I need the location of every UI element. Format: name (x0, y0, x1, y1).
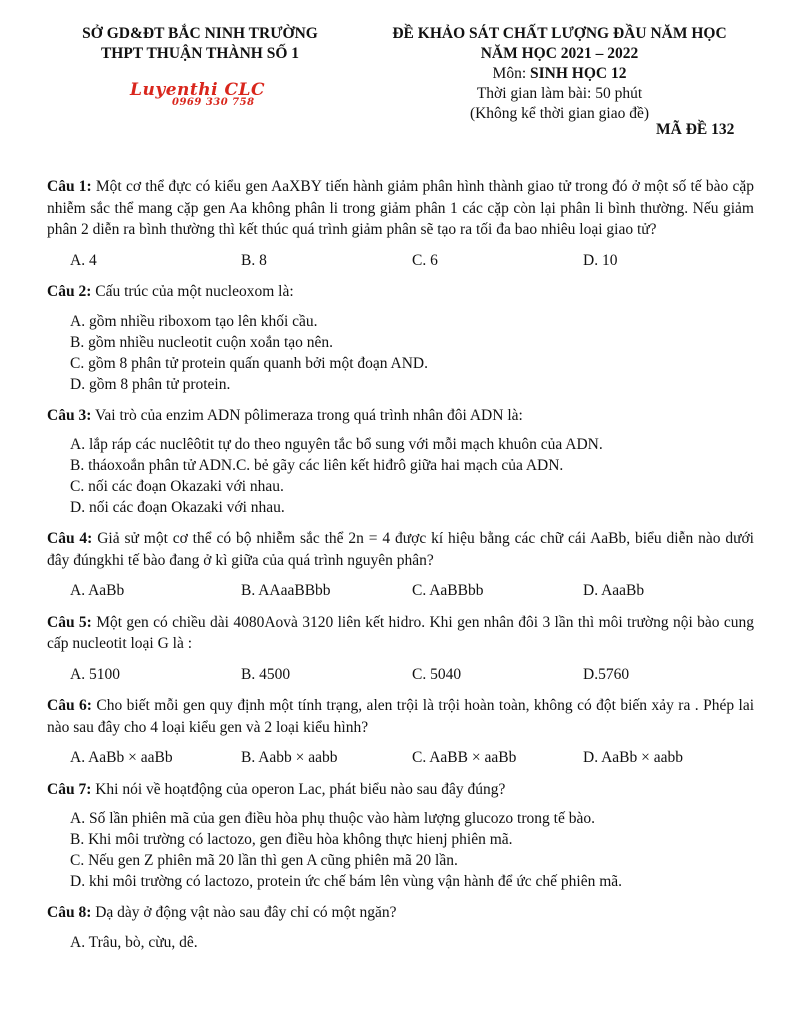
school-name (45, 24, 355, 64)
option-d[interactable]: D. AaBb × aabb (583, 749, 684, 766)
option-a[interactable]: A. AaBb × aaBb (70, 749, 173, 766)
answer-options (70, 434, 754, 518)
question-label: Câu 6: (47, 697, 92, 714)
school-line-2: THPT THUẬN THÀNH SỐ 1 (100, 45, 300, 62)
option-b[interactable]: B. tháoxoắn phân tử ADN.C. bẻ gãy các liên kết hiđrô giữa hai mạch của ADN. (70, 457, 564, 474)
exam-title-block (362, 24, 757, 124)
question-body: Khi nói về hoạtđộng của operon Lac, phát biểu nào sau đây đúng? (91, 780, 506, 798)
question-6 (47, 695, 754, 769)
question-text (47, 695, 754, 738)
answer-options (70, 580, 754, 602)
option-b[interactable]: B. Khi môi trường có lactozo, gen điều hòa không thực hienj phiên mã. (70, 831, 513, 848)
option-c[interactable]: C. gồm 8 phân tử protein quấn quanh bởi một đoạn AND. (70, 354, 428, 372)
duration-note: (Không kể thời gian giao đề) (469, 105, 650, 122)
option-a[interactable]: A. 5100 (70, 665, 120, 683)
logo-phone: 0969 330 758 (172, 97, 255, 108)
question-5 (47, 612, 754, 686)
question-list (47, 176, 754, 963)
option-c[interactable]: C. nối các đoạn Okazaki với nhau. (70, 478, 284, 495)
question-body: Một gen có chiều dài 4080Aovà 3120 liên kết hidro. Khi gen nhân đôi 3 lần thì môi trường nội bào cung cấp nucleotit loại G là : (47, 613, 754, 652)
option-c[interactable]: C. Nếu gen Z phiên mã 20 lần thì gen A cũng phiên mã 20 lần. (70, 852, 458, 869)
option-a[interactable]: A. Trâu, bò, cừu, dê. (70, 933, 198, 951)
answer-options (70, 932, 754, 953)
question-label: Câu 4: (47, 530, 93, 547)
option-b[interactable]: B. Aabb × aabb (241, 749, 338, 766)
option-a[interactable]: A. lắp ráp các nuclêôtit tự do theo nguyên tắc bổ sung với mỗi mạch khuôn của ADN. (70, 436, 603, 453)
subject-label: Môn: (492, 65, 530, 82)
answer-options (70, 747, 754, 769)
option-c[interactable]: C. 6 (412, 251, 438, 269)
question-body: Dạ dày ở động vật nào sau đây chỉ có một ngăn? (91, 904, 397, 921)
question-text (47, 281, 754, 303)
logo-brand: Luyenthi CLC (130, 80, 265, 100)
school-year: NĂM HỌC 2021 – 2022 (480, 45, 639, 62)
question-body: Cấu trúc của một nucleoxom là: (91, 283, 294, 300)
school-line-1: SỞ GD&ĐT BẮC NINH TRƯỜNG (82, 25, 318, 42)
question-label: Câu 7: (47, 780, 92, 798)
option-b[interactable]: B. AAaaBBbb (241, 582, 331, 599)
question-label: Câu 3: (47, 406, 92, 424)
question-text (47, 528, 754, 571)
question-3 (47, 405, 754, 519)
question-7 (47, 779, 754, 893)
exam-title: ĐỀ KHẢO SÁT CHẤT LƯỢNG ĐẦU NĂM HỌC (392, 25, 727, 42)
question-text (47, 176, 754, 241)
question-1 (47, 176, 754, 271)
answer-options (70, 808, 754, 892)
exam-code: MÃ ĐỀ 132 (656, 121, 735, 138)
question-text (47, 902, 754, 924)
option-a[interactable]: A. AaBb (70, 582, 125, 599)
question-2 (47, 281, 754, 395)
duration: Thời gian làm bài: 50 phút (476, 85, 643, 102)
option-a[interactable]: A. 4 (70, 251, 97, 269)
question-8 (47, 902, 754, 953)
subject-line (362, 64, 757, 84)
option-d[interactable]: D. AaaBb (583, 582, 645, 599)
subject-name: SINH HỌC 12 (530, 65, 627, 82)
option-d[interactable]: D. 10 (583, 251, 618, 269)
answer-options (70, 664, 754, 686)
question-text (47, 779, 754, 801)
option-b[interactable]: B. 8 (241, 251, 267, 269)
option-d[interactable]: D. khi môi trường có lactozo, protein ức chế bám lên vùng vận hành để ức chế phiên mã. (70, 873, 623, 890)
question-body: Cho biết mỗi gen quy định một tính trạng, alen trội là trội hoàn toàn, không có đột biến xảy ra . Phép lai nào sau đây cho 4 loại kiểu gen và 2 loại kiểu hình? (47, 697, 755, 736)
exam-header (0, 0, 800, 150)
question-label: Câu 1: (47, 178, 92, 195)
question-label: Câu 2: (47, 283, 92, 300)
answer-options (70, 250, 754, 272)
question-body: Vai trò của enzim ADN pôlimeraza trong quá trình nhân đôi ADN là: (91, 406, 523, 424)
option-c[interactable]: C. AaBBbb (412, 582, 484, 599)
option-a[interactable]: A. gồm nhiều riboxom tạo lên khối cầu. (70, 312, 318, 330)
question-text (47, 612, 754, 655)
answer-options (70, 311, 754, 395)
watermark-logo (130, 80, 280, 108)
option-d[interactable]: D.5760 (583, 665, 630, 683)
option-b[interactable]: B. 4500 (241, 665, 291, 683)
option-d[interactable]: D. nối các đoạn Okazaki với nhau. (70, 499, 285, 516)
question-4 (47, 528, 754, 602)
question-text (47, 405, 754, 427)
question-label: Câu 8: (47, 904, 92, 921)
question-body: Một cơ thể đực có kiểu gen AaXBY tiến hành giảm phân hình thành giao tử trong đó ở một số tế bào cặp nhiễm sắc thể mang cặp gen Aa không phân li trong giảm phân 1 các cặp còn lại phân li bình thường. Nếu giảm phân 2 diễn ra bình thường thì kết thúc quá trình giảm phân sẽ tạo ra tối đa bao nhiêu loại giao tử? (47, 178, 754, 238)
option-c[interactable]: C. 5040 (412, 665, 462, 683)
option-b[interactable]: B. gồm nhiều nucleotit cuộn xoắn tạo nên. (70, 333, 334, 351)
question-label: Câu 5: (47, 613, 92, 631)
option-a[interactable]: A. Số lần phiên mã của gen điều hòa phụ thuộc vào hàm lượng glucozo trong tế bào. (70, 810, 595, 827)
option-c[interactable]: C. AaBB × aaBb (412, 749, 517, 766)
question-body: Giả sử một cơ thể có bộ nhiễm sắc thể 2n = 4 được kí hiệu bằng các chữ cái AaBb, biểu diễn nào dưới đây đúngkhi tế bào đang ở kì giữa của quá trình nguyên phân? (47, 530, 754, 569)
option-d[interactable]: D. gồm 8 phân tử protein. (70, 375, 231, 393)
